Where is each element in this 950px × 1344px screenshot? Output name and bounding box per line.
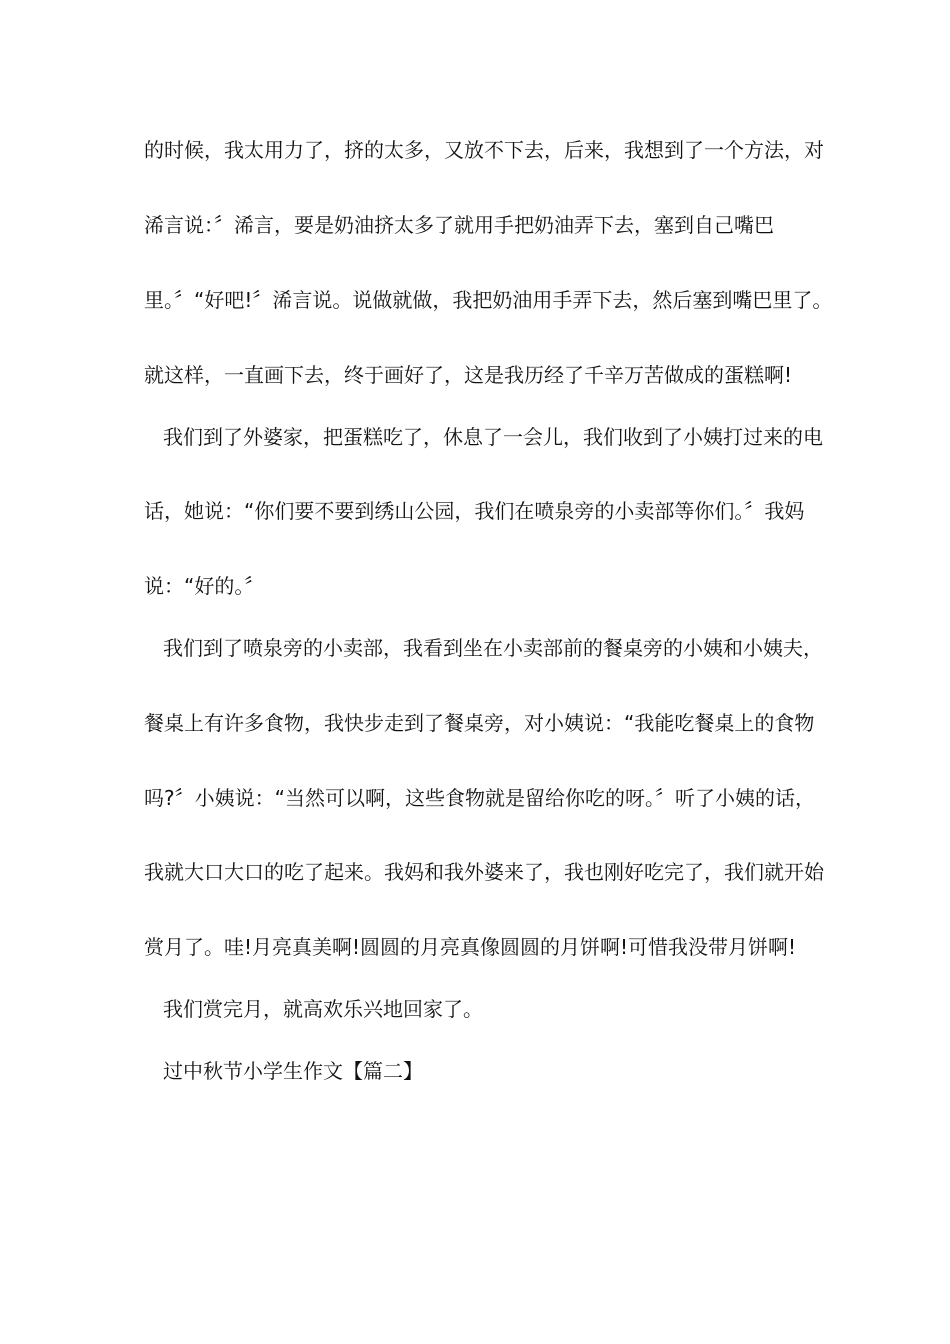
- paragraph-start-line-13: 我们赏完月，就高欢乐兴地回家了。: [163, 997, 483, 1021]
- text-line-10: 吗?〞小姨说：“当然可以啊，这些食物就是留给你吃的呀。〞听了小姨的话，: [144, 786, 815, 810]
- text-line-4: 就这样，一直画下去，终于画好了，这是我历经了千辛万苦做成的蛋糕啊!: [144, 363, 793, 387]
- text-line-6: 话，她说：“你们要不要到绣山公园，我们在喷泉旁的小卖部等你们。〞我妈: [144, 499, 805, 523]
- text-line-1: 的时候，我太用力了，挤的太多，又放不下去，后来，我想到了一个方法，对: [144, 138, 824, 162]
- section-heading: 过中秋节小学生作文【篇二】: [163, 1059, 423, 1083]
- text-line-11: 我就大口大口的吃了起来。我妈和我外婆来了，我也刚好吃完了，我们就开始: [144, 860, 824, 884]
- text-line-2: 浠言说：〞浠言，要是奶油挤太多了就用手把奶油弄下去，塞到自己嘴巴: [144, 213, 774, 237]
- paragraph-start-line-5: 我们到了外婆家，把蛋糕吃了，休息了一会儿，我们收到了小姨打过来的电: [163, 425, 823, 449]
- text-line-3: 里。〞“好吧!〞浠言说。说做就做，我把奶油用手弄下去，然后塞到嘴巴里了。: [144, 288, 833, 312]
- text-line-9: 餐桌上有许多食物，我快步走到了餐桌旁，对小姨说：“我能吃餐桌上的食物: [144, 711, 815, 735]
- text-line-12: 赏月了。哇!月亮真美啊!圆圆的月亮真像圆圆的月饼啊!可惜我没带月饼啊!: [144, 935, 797, 959]
- text-line-7: 说：“好的。〞: [144, 574, 265, 598]
- paragraph-start-line-8: 我们到了喷泉旁的小卖部，我看到坐在小卖部前的餐桌旁的小姨和小姨夫，: [163, 636, 823, 660]
